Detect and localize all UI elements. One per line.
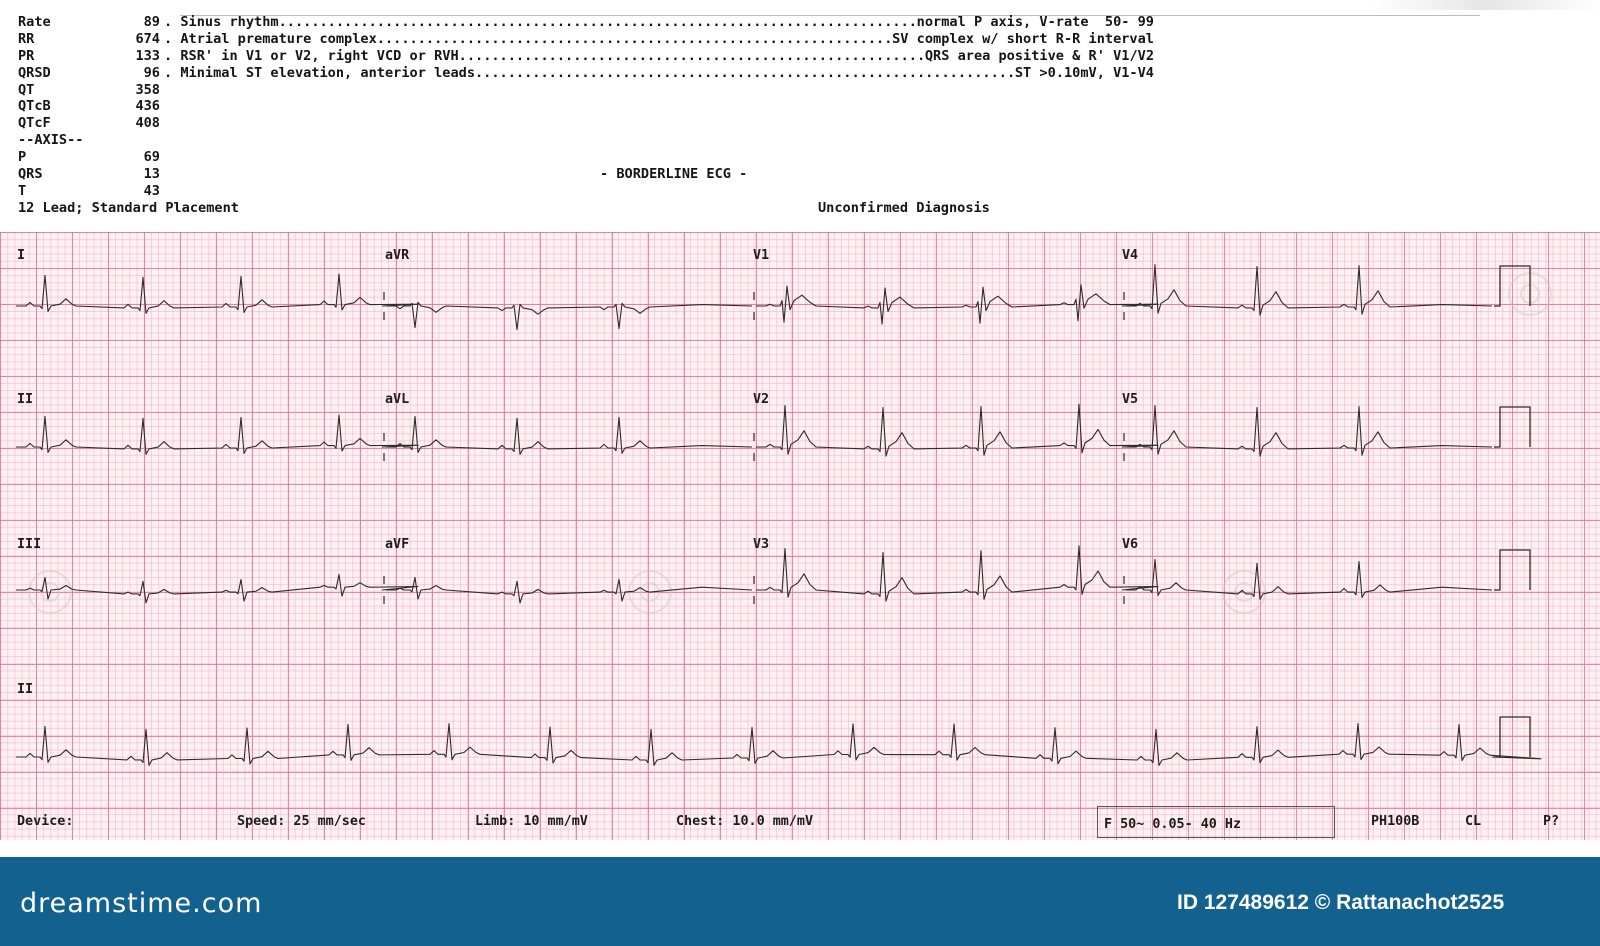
cl-code: CL xyxy=(1465,814,1482,829)
lead-label-V3: V3 xyxy=(753,537,770,552)
calibration-pulse xyxy=(1494,407,1530,447)
measurement-key: QTcF xyxy=(18,115,51,132)
lead-label-aVL: aVL xyxy=(385,392,410,407)
ecg-trace-III xyxy=(16,575,418,603)
lead-label-II: II xyxy=(17,392,34,407)
statement-text: . Minimal ST elevation, anterior leads xyxy=(164,64,475,81)
lead-label-aVF: aVF xyxy=(385,537,410,552)
filter-settings: F 50~ 0.05- 40 Hz xyxy=(1104,817,1242,832)
measurement-key: QT xyxy=(18,81,35,98)
measurement-key: QRS xyxy=(18,166,43,183)
chest-gain: Chest: 10.0 mm/mV xyxy=(676,814,814,829)
lead-label-V6: V6 xyxy=(1122,537,1139,552)
measurement-key: Rate xyxy=(18,14,51,30)
watermark-brand: dreamstime.com xyxy=(20,888,263,919)
ecg-trace-V5 xyxy=(1126,406,1492,457)
statement-text: . Atrial premature complex xyxy=(164,30,377,47)
p-code: P? xyxy=(1543,814,1560,829)
lead-label-aVR: aVR xyxy=(385,248,410,263)
calibration-pulse xyxy=(1494,717,1530,757)
ecg-trace-I xyxy=(16,274,418,313)
measurement-value: 408 xyxy=(135,115,160,132)
statement-criteria: ST >0.10mV, V1-V4 xyxy=(1014,64,1154,81)
statement-criteria: SV complex w/ short R-R interval xyxy=(892,30,1154,47)
limb-gain: Limb: 10 mm/mV xyxy=(475,814,588,829)
ecg-trace-II xyxy=(16,415,418,454)
measurement-key: QTcB xyxy=(18,98,51,115)
measurement-key: --AXIS-- xyxy=(18,132,84,149)
ecg-trace-V3 xyxy=(756,546,1158,601)
lead-label-I: I xyxy=(17,248,26,263)
measurement-value: 674 xyxy=(135,30,160,47)
watermark-bar xyxy=(0,857,1600,946)
ecg-trace-aVR xyxy=(386,302,752,329)
measurement-value: 133 xyxy=(135,47,160,64)
statement-criteria: normal P axis, V-rate 50- 99 xyxy=(916,14,1154,30)
measurement-value: 96 xyxy=(143,64,160,81)
lead-placement: 12 Lead; Standard Placement xyxy=(18,200,239,216)
calibration-pulse xyxy=(1494,266,1530,306)
measurement-value: 69 xyxy=(143,149,160,166)
lead-label-rhythm-II: II xyxy=(17,682,34,697)
confirmation-status: Unconfirmed Diagnosis xyxy=(818,200,990,216)
measurement-value: 89 xyxy=(143,14,160,30)
measurement-value: 358 xyxy=(135,81,160,98)
statement-text: . RSR' in V1 or V2, right VCD or RVH xyxy=(164,47,459,64)
measurement-key: T xyxy=(18,182,27,199)
lead-label-V2: V2 xyxy=(753,392,770,407)
lead-label-V1: V1 xyxy=(753,248,770,263)
measurement-key: RR xyxy=(18,30,35,47)
device-label: Device: xyxy=(17,814,74,829)
lead-label-V4: V4 xyxy=(1122,248,1139,263)
ecg-rhythm-strip-II xyxy=(16,724,1541,766)
image-credit: ID 127489612 © Rattanachot2525 xyxy=(1177,891,1505,914)
filter-settings-box xyxy=(1097,806,1335,838)
measurement-key: QRSD xyxy=(18,64,51,81)
interpretation-summary: - BORDERLINE ECG - xyxy=(600,166,748,182)
device-model: PH100B xyxy=(1371,814,1420,829)
measurement-value: 13 xyxy=(143,166,160,183)
paper-speed: Speed: 25 mm/sec xyxy=(237,814,366,829)
measurement-value: 43 xyxy=(143,182,160,199)
ecg-trace-V1 xyxy=(756,285,1158,324)
ecg-trace-aVF xyxy=(386,577,752,603)
lead-label-V5: V5 xyxy=(1122,392,1139,407)
ecg-trace-V4 xyxy=(1126,265,1492,316)
ecg-trace-V2 xyxy=(756,404,1158,456)
measurement-key: PR xyxy=(18,47,35,64)
calibration-pulse xyxy=(1494,550,1530,590)
ecg-trace-aVL xyxy=(386,416,752,454)
statement-text: . Sinus rhythm xyxy=(164,14,279,30)
measurement-value: 436 xyxy=(135,98,160,115)
measurement-key: P xyxy=(18,149,27,166)
lead-label-III: III xyxy=(17,537,42,552)
ecg-trace-V6 xyxy=(1126,559,1492,599)
statement-criteria: QRS area positive & R' V1/V2 xyxy=(924,47,1154,64)
